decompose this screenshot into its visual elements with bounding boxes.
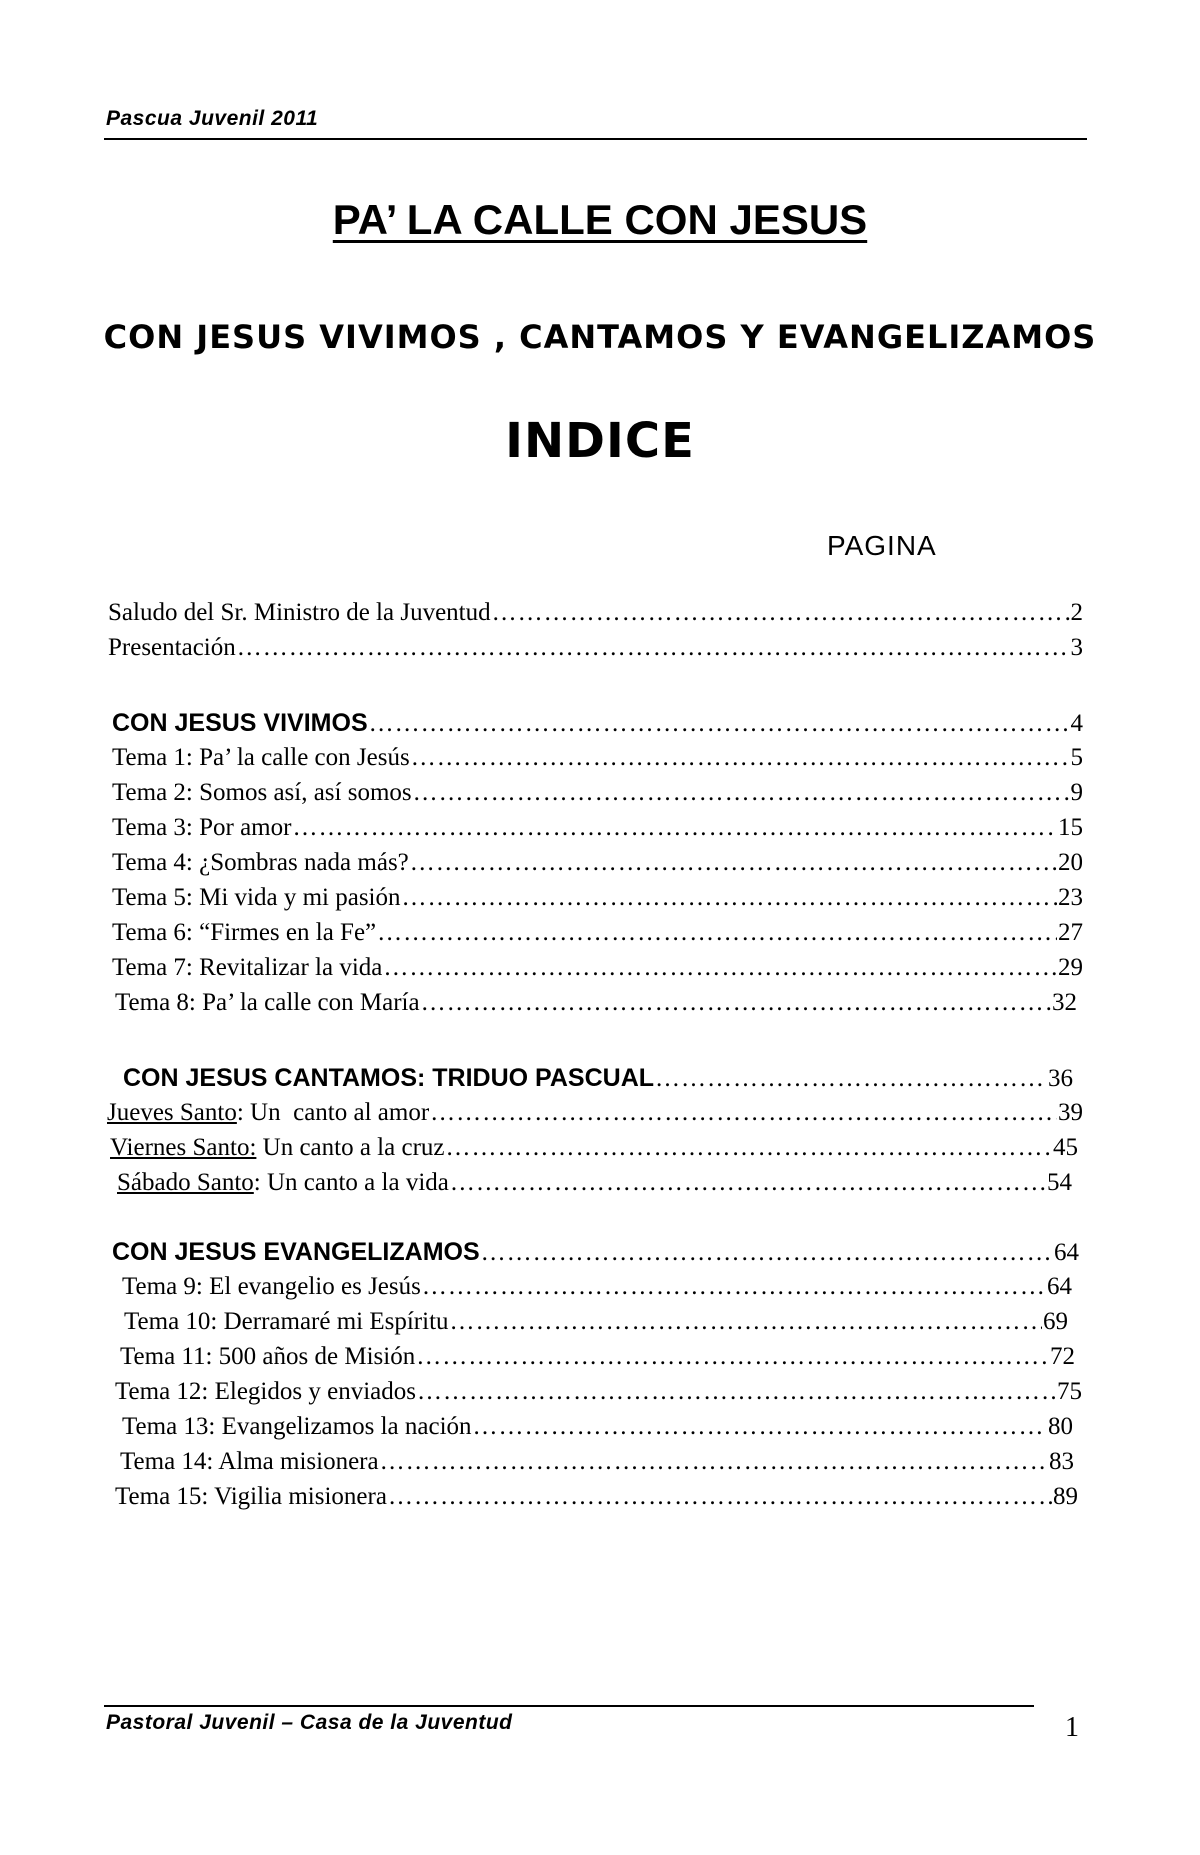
dot-leader <box>446 1132 1053 1164</box>
toc-entry-tema-5 <box>112 882 1083 914</box>
toc-section-page: 64 <box>1054 1239 1079 1266</box>
toc-entry-tema-3 <box>112 812 1083 844</box>
toc-entry-page: 23 <box>1058 884 1083 911</box>
toc-entry-page: 64 <box>1047 1273 1072 1300</box>
toc-entry-day: Sábado Santo <box>117 1169 254 1196</box>
toc-entry-label: Tema 7: Revitalizar la vida <box>112 954 383 981</box>
toc-entry-label <box>110 1132 445 1164</box>
dot-leader <box>388 1481 1052 1513</box>
toc-entry-label: Tema 4: ¿Sombras nada más? <box>112 849 409 876</box>
toc-entry-tema-11 <box>120 1341 1075 1373</box>
toc-section-evangelizamos <box>112 1236 1079 1268</box>
document-title-text: PA’ LA CALLE CON JESUS <box>332 196 868 243</box>
toc-section-vivimos <box>112 707 1083 739</box>
toc-entry-label: Tema 12: Elegidos y enviados <box>115 1378 416 1405</box>
toc-entry-label: Tema 15: Vigilia misionera <box>115 1483 387 1510</box>
toc-entry-label: Tema 8: Pa’ la calle con María <box>115 989 420 1016</box>
dot-leader <box>450 1306 1042 1338</box>
toc-section-page: 4 <box>1070 710 1083 737</box>
toc-entry-viernes-santo <box>110 1132 1078 1164</box>
toc-entry-tema-4 <box>112 847 1083 879</box>
toc-entry-label: Presentación <box>108 634 236 661</box>
running-footer: Pastoral Juvenil – Casa de la Juventud <box>106 1711 513 1734</box>
document-subtitle: CON JESUS VIVIMOS , CANTAMOS Y EVANGELIZAMOS <box>103 318 1097 356</box>
toc-section-label: CON JESUS CANTAMOS: TRIDUO PASCUAL <box>123 1064 655 1092</box>
toc-entry-page: 20 <box>1058 849 1083 876</box>
toc-entry-title: : Un canto a la vida <box>253 1169 449 1196</box>
toc-entry-page: 83 <box>1049 1448 1074 1475</box>
toc-entry-page: 80 <box>1048 1413 1073 1440</box>
dot-leader <box>655 1063 1047 1095</box>
toc-entry-label: Tema 14: Alma misionera <box>120 1448 379 1475</box>
toc-entry-label: Tema 1: Pa’ la calle con Jesús <box>112 744 410 771</box>
toc-entry-page: 27 <box>1058 919 1083 946</box>
toc-entry-label: Saludo del Sr. Ministro de la Juventud <box>108 599 491 626</box>
toc-entry-page: 72 <box>1050 1343 1075 1370</box>
toc-entry-tema-14 <box>120 1446 1074 1478</box>
toc-entry-tema-10 <box>124 1306 1068 1338</box>
dot-leader <box>411 742 1070 774</box>
header-rule <box>104 138 1087 140</box>
toc-entry-page: 32 <box>1052 989 1077 1016</box>
toc-section-label: CON JESUS EVANGELIZAMOS <box>112 1238 480 1266</box>
toc-entry-presentacion <box>108 632 1083 664</box>
running-header: Pascua Juvenil 2011 <box>106 107 319 130</box>
toc-entry-tema-15 <box>115 1481 1078 1513</box>
page-number: 1 <box>1065 1712 1079 1743</box>
toc-entry-tema-7 <box>112 952 1083 984</box>
toc-entry-tema-6 <box>112 917 1083 949</box>
dot-leader <box>450 1167 1046 1199</box>
dot-leader <box>430 1097 1057 1129</box>
toc-entry-sabado-santo <box>117 1167 1072 1199</box>
dot-leader <box>422 1271 1046 1303</box>
toc-entry-tema-2 <box>112 777 1083 809</box>
dot-leader <box>421 987 1051 1019</box>
toc-entry-label: Tema 9: El evangelio es Jesús <box>122 1273 421 1300</box>
toc-section-page: 36 <box>1048 1065 1073 1092</box>
toc-entry-label: Tema 10: Derramaré mi Espíritu <box>124 1308 449 1335</box>
toc-entry-page: 39 <box>1058 1099 1083 1126</box>
toc-entry-saludo <box>108 597 1083 629</box>
toc-entry-page: 29 <box>1058 954 1083 981</box>
toc-entry-page: 2 <box>1070 599 1083 626</box>
dot-leader <box>481 1237 1053 1269</box>
dot-leader <box>237 632 1070 664</box>
page-column-label: PAGINA <box>827 530 937 561</box>
toc-section-label: CON JESUS VIVIMOS <box>112 709 368 737</box>
toc-entry-page: 3 <box>1070 634 1083 661</box>
toc-entry-label: Tema 3: Por amor <box>112 814 292 841</box>
toc-entry-title: : Un canto al amor <box>236 1099 430 1126</box>
toc-entry-label <box>117 1167 449 1199</box>
toc-entry-tema-1 <box>112 742 1083 774</box>
toc-entry-page: 45 <box>1053 1134 1078 1161</box>
toc-entry-label: Tema 2: Somos así, así somos <box>112 779 412 806</box>
toc-entry-label: Tema 11: 500 años de Misión <box>120 1343 416 1370</box>
dot-leader <box>413 777 1070 809</box>
dot-leader <box>369 708 1070 740</box>
dot-leader <box>473 1411 1047 1443</box>
toc-entry-jueves-santo <box>107 1097 1083 1129</box>
dot-leader <box>377 917 1057 949</box>
toc-section-cantamos <box>123 1062 1073 1094</box>
dot-leader <box>417 1376 1056 1408</box>
toc-entry-tema-9 <box>122 1271 1072 1303</box>
toc-entry-label: Tema 13: Evangelizamos la nación <box>122 1413 472 1440</box>
toc-entry-label: Tema 5: Mi vida y mi pasión <box>112 884 401 911</box>
toc-entry-tema-13 <box>122 1411 1073 1443</box>
toc-entry-page: 54 <box>1047 1169 1072 1196</box>
toc-entry-day: Viernes Santo: <box>110 1134 257 1161</box>
index-heading: INDICE <box>505 413 695 469</box>
toc-entry-page: 9 <box>1070 779 1083 806</box>
toc-entry-page: 69 <box>1043 1308 1068 1335</box>
toc-entry-page: 75 <box>1057 1378 1082 1405</box>
toc-entry-label: Tema 6: “Firmes en la Fe” <box>112 919 377 946</box>
toc-entry-tema-8 <box>115 987 1077 1019</box>
toc-entry-day: Jueves Santo <box>107 1099 237 1126</box>
dot-leader <box>292 812 1057 844</box>
dot-leader <box>492 597 1070 629</box>
toc-entry-tema-12 <box>115 1376 1082 1408</box>
document-title <box>0 196 1200 244</box>
toc-entry-page: 89 <box>1053 1483 1078 1510</box>
toc-entry-page: 5 <box>1070 744 1083 771</box>
dot-leader <box>380 1446 1048 1478</box>
toc-entry-title: Un canto a la cruz <box>256 1134 445 1161</box>
footer-rule <box>104 1705 1034 1707</box>
dot-leader <box>383 952 1057 984</box>
dot-leader <box>416 1341 1049 1373</box>
dot-leader <box>402 882 1058 914</box>
dot-leader <box>410 847 1057 879</box>
toc-entry-label <box>107 1097 429 1129</box>
toc-entry-page: 15 <box>1058 814 1083 841</box>
